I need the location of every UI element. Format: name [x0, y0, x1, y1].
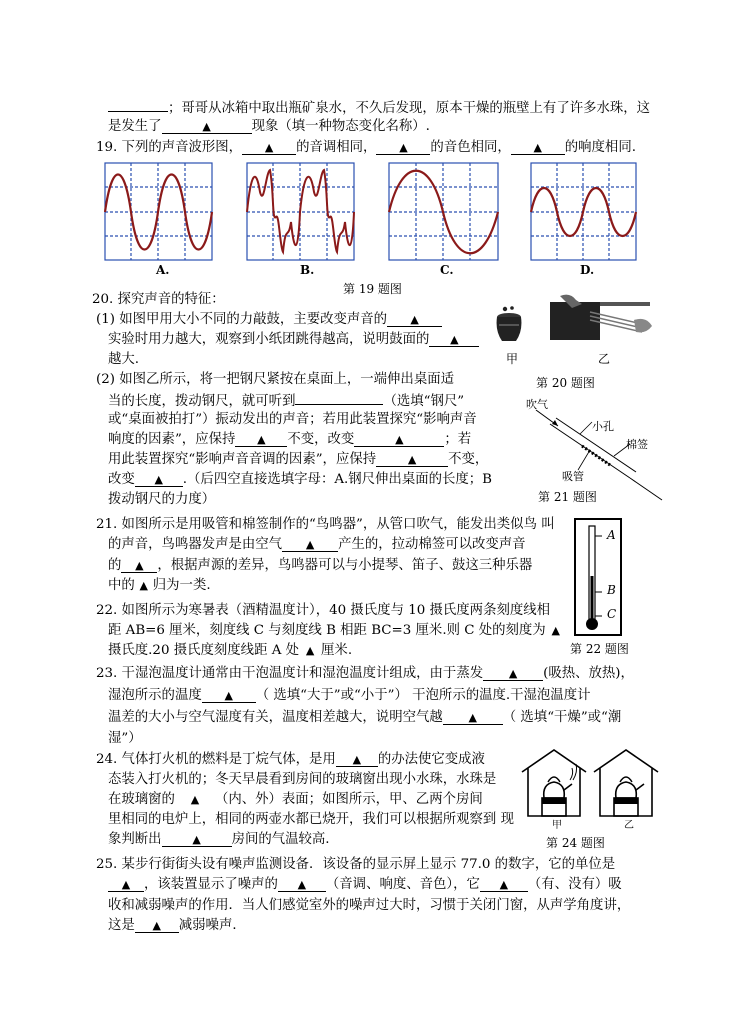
answer-blank[interactable] [175, 794, 215, 806]
q24-l5 [108, 832, 330, 848]
text: （内、外）表面；如图所示，甲、乙两个房间 [214, 792, 483, 807]
triangle-marker: ▲ [468, 711, 477, 724]
triangle-marker: ▲ [410, 313, 419, 326]
text: 在玻璃窗的 [108, 792, 175, 807]
triangle-marker: ▲ [154, 473, 164, 486]
q24-l4: 里相同的电炉上，相同的两壶水都已烧开，我们可以根据所观察到 现 [108, 812, 514, 827]
text: （ 选填“干燥”或“潮 [502, 710, 622, 725]
answer-blank[interactable] [242, 142, 296, 155]
text: 厘米. [321, 643, 353, 658]
triangle-marker: ▲ [297, 878, 307, 891]
q20-p2-l4 [108, 432, 471, 448]
answer-blank[interactable] [235, 434, 287, 447]
text: 中的 [108, 578, 135, 593]
q22-l3 [108, 643, 352, 659]
answer-blank[interactable] [429, 334, 479, 347]
text: 不变，改变 [287, 432, 355, 447]
blank[interactable] [108, 99, 168, 112]
waveform-b [246, 162, 356, 262]
triangle-marker: ▲ [533, 141, 542, 154]
q22-l2 [108, 623, 566, 639]
q20-p1-l1 [96, 312, 442, 328]
triangle-marker: ▲ [352, 753, 362, 766]
q24-l1 [96, 752, 485, 768]
text: 实验时用力越大，观察到小纸团跳得越高，说明鼓面的 [108, 332, 430, 347]
q21-caption: 第 21 题图 [538, 490, 597, 504]
text: 摄氏度.20 摄氏度刻度线距 A 处 [108, 643, 300, 658]
triangle-marker: ▲ [395, 433, 404, 446]
q20-p2-l1: (2) 如图乙所示，将一把钢尺紧按在桌面上，一端伸出桌面适 [96, 372, 454, 387]
answer-blank[interactable] [278, 879, 326, 892]
triangle-marker: ▲ [135, 559, 144, 572]
triangle-marker: ▲ [257, 433, 266, 446]
label-c: C. [440, 263, 454, 277]
q20-title: 20. 探究声音的特征： [92, 292, 225, 307]
answer-blank[interactable] [162, 121, 252, 134]
text: （音调、响度、音色），它 [325, 877, 480, 892]
q25-l2 [108, 877, 622, 893]
ruler-figure [546, 290, 656, 345]
triangle-marker: ▲ [305, 644, 315, 657]
answer-blank[interactable] [299, 645, 321, 657]
text: 当的长度，拨动钢尺，就可听到 [108, 394, 296, 409]
q24-caption: 第 24 题图 [546, 836, 605, 850]
q25-l3: 收和减弱噪声的作用．当人们感觉室外的噪声过大时，习惯于关闭门窗，从声学角度讲， [108, 898, 631, 913]
triangle-marker: ▲ [450, 333, 459, 346]
answer-blank[interactable] [483, 668, 543, 681]
text: 温差的大小与空气湿度有关，温度相差越大，说明空气越 [108, 710, 443, 725]
triangle-marker: ▲ [152, 919, 162, 932]
q20-p1-l3: 越大. [108, 352, 140, 367]
answer-blank[interactable] [202, 690, 256, 703]
triangle-marker: ▲ [264, 141, 274, 154]
text: 现象（填一种物态变化名称）. [251, 119, 430, 134]
text: 24. 气体打火机的燃料是丁烷气体，是用 [96, 752, 336, 767]
q23-l4: 湿”） [108, 731, 142, 746]
label-c: C [607, 607, 617, 621]
q23-l2 [108, 688, 590, 704]
fig-jia-label: 甲 [506, 352, 519, 366]
answer-blank[interactable] [121, 560, 157, 573]
triangle-marker: ▲ [202, 120, 211, 133]
text: ；哥哥从冰箱中取出瓶矿泉水，不久后发现，原本干燥的瓶壁上有了许多水珠，这 [168, 101, 651, 116]
text: 距 AB=6 厘米，刻度线 C 与刻度线 B 相距 BC=3 厘米.则 C 处的刻度为 [108, 623, 546, 638]
text: （有、没有）吸 [527, 877, 622, 892]
answer-blank[interactable] [162, 834, 232, 847]
label-d: D. [580, 263, 595, 277]
triangle-marker: ▲ [305, 538, 315, 551]
triangle-marker: ▲ [499, 878, 509, 891]
q20-caption: 第 20 题图 [536, 376, 595, 390]
text: 的 [108, 558, 122, 573]
answer-blank[interactable] [135, 920, 179, 933]
triangle-marker: ▲ [190, 793, 200, 806]
q21-l3 [108, 558, 532, 574]
answer-blank[interactable] [443, 712, 503, 725]
intro-line-2 [108, 119, 430, 135]
answer-blank[interactable] [376, 454, 448, 467]
text: 改变 [108, 472, 135, 487]
fig-straw-label: 吸管 [562, 470, 584, 483]
text: 的办法使它变成液 [377, 752, 485, 767]
q23-l1 [96, 666, 634, 682]
label-a: A [607, 528, 616, 542]
triangle-marker: ▲ [139, 579, 149, 592]
fig-swab-label: 棉签 [626, 438, 648, 451]
triangle-marker: ▲ [399, 141, 408, 154]
text: 房间的气温较高. [231, 832, 330, 847]
text: 的音色相同， [430, 140, 511, 155]
answer-blank[interactable] [480, 879, 528, 892]
fig-blow-label: 吹气 [526, 398, 548, 411]
waveform-d [530, 162, 638, 262]
answer-blank[interactable] [354, 434, 444, 447]
q21-l1: 21. 如图所示是用吸管和棉签制作的“鸟鸣器”，从管口吹气，能发出类似鸟 叫 [96, 517, 555, 532]
text: 用此装置探究“影响声音音调的因素”，应保持 [108, 452, 377, 467]
q23-l3 [108, 710, 621, 726]
q21-l2 [108, 537, 526, 553]
q19-line [96, 140, 636, 156]
triangle-marker: ▲ [508, 667, 518, 680]
q21-l4 [108, 578, 211, 594]
text: 减弱噪声． [178, 918, 246, 933]
text: 不变， [448, 452, 489, 467]
intro-line-1 [108, 99, 650, 117]
q24-l2: 态装入打火机的；冬天早晨看到房间的玻璃窗出现小水珠，水珠是 [108, 772, 497, 787]
answer-blank[interactable] [376, 142, 430, 155]
answer-blank[interactable] [387, 314, 442, 327]
waveform-a [104, 162, 214, 262]
label-a: A. [156, 263, 170, 277]
text: （ 选填“大于”或“小于”） 干泡所示的温度.干湿泡温度计 [255, 688, 591, 703]
q19-caption: 第 19 题图 [343, 282, 402, 296]
text: 23. 干湿泡温度计通常由干泡温度计和湿泡温度计组成，由于蒸发 [96, 666, 484, 681]
answer-blank[interactable] [546, 625, 566, 637]
text: 产生的，拉动棉签可以改变声音 [338, 537, 526, 552]
text: 是发生了 [108, 119, 162, 134]
text: ，该装置显示了噪声的 [144, 877, 278, 892]
text: 响度的因素”，应保持 [108, 432, 236, 447]
answer-blank[interactable] [511, 142, 565, 155]
label-b: B [607, 583, 616, 597]
q20-p1-l2 [108, 332, 479, 348]
room-yi-label: 乙 [624, 820, 634, 831]
q20-p2-l3: 或“桌面被拍打”）振动发出的声音；若用此装置探究“影响声音 [108, 412, 477, 427]
answer-blank[interactable] [336, 754, 378, 767]
q25-l1: 25. 某步行街街头设有噪声监测设备．该设备的显示屏上显示 77.0 的数字，它的单位是 [96, 857, 616, 872]
answer-blank[interactable] [135, 580, 153, 592]
triangle-marker: ▲ [192, 833, 201, 846]
q25-l4 [108, 918, 246, 934]
answer-blank[interactable] [135, 474, 183, 487]
fig-yi-label: 乙 [598, 352, 611, 366]
text: 象判断出 [108, 832, 162, 847]
triangle-marker: ▲ [224, 689, 233, 702]
drum-figure [492, 305, 526, 345]
text: （选填“钢尺” [383, 394, 465, 409]
text: 19. 下列的声音波形图， [96, 140, 243, 155]
text: 归为一类. [152, 578, 211, 593]
answer-blank[interactable] [295, 392, 383, 405]
q20-p2-l7: 拨动钢尺的力度） [108, 492, 216, 507]
text: 湿泡所示的温度 [108, 688, 202, 703]
q22-l1: 22. 如图所示为寒暑表（酒精温度计），40 摄氏度与 10 摄氏度两条刻度线相 [96, 603, 551, 618]
text: 的响度相同. [564, 140, 636, 155]
text: (1) 如图甲用大小不同的力敲鼓，主要改变声音的 [96, 312, 388, 327]
label-b: B. [300, 263, 315, 277]
text: .（后四空直接选填字母：A.钢尺伸出桌面的长度；B [182, 472, 493, 487]
fig-hole-label: 小孔 [592, 420, 614, 433]
triangle-marker: ▲ [407, 453, 417, 466]
answer-blank[interactable] [108, 879, 144, 892]
text: 的声音，鸟鸣器发声是由空气 [108, 537, 283, 552]
q20-p2-l2 [108, 392, 464, 410]
text: 的音调相同， [296, 140, 377, 155]
q24-l3 [108, 792, 483, 808]
text: 这是 [108, 918, 135, 933]
text: ，根据声源的差异，鸟鸣器可以与小提琴、笛子、鼓这三种乐器 [157, 558, 533, 573]
rooms-figure [520, 746, 660, 820]
text: (吸热、放热)， [543, 666, 634, 681]
triangle-marker: ▲ [121, 878, 131, 891]
q20-p2-l6 [108, 472, 492, 488]
triangle-marker: ▲ [551, 624, 560, 637]
q20-p2-l5 [108, 452, 488, 468]
answer-blank[interactable] [282, 539, 338, 552]
room-jia-label: 甲 [552, 820, 562, 831]
q22-caption: 第 22 题图 [570, 642, 629, 656]
text: ；若 [444, 432, 472, 447]
waveform-c [388, 162, 500, 262]
